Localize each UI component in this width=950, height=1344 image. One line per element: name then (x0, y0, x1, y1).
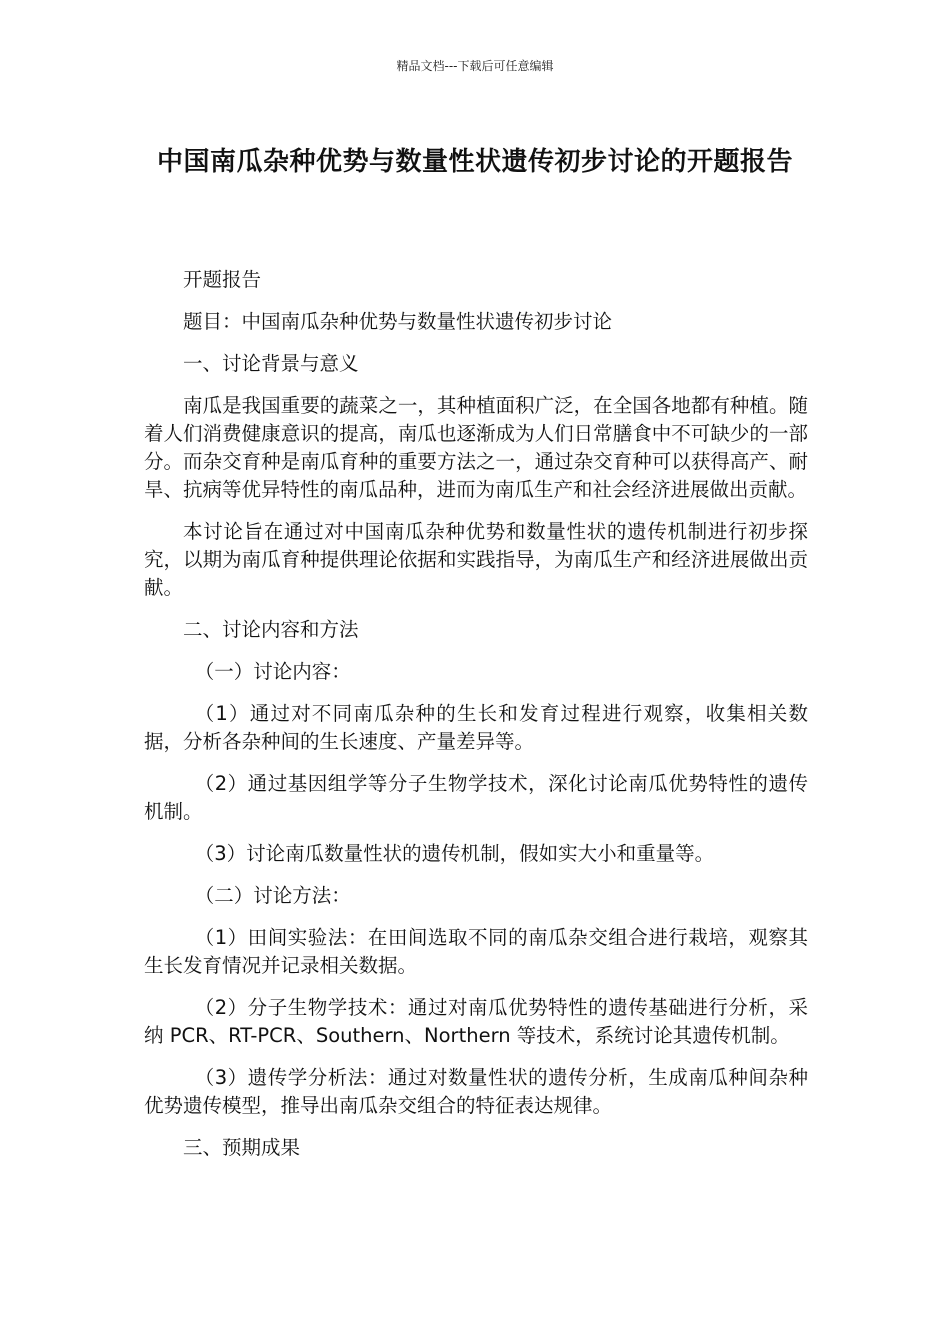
list-item-content-3: （3）讨论南瓜数量性状的遗传机制，假如实大小和重量等。 (194, 842, 715, 865)
page-header: 精品文档---下载后可任意编辑 (396, 59, 554, 73)
list-item-method-1: （1）田间实验法：在田间选取不同的南瓜杂交组合进行栽培，观察其生长发育情况并记录相关数据。 (144, 926, 808, 977)
paragraph-topic: 题目：中国南瓜杂种优势与数量性状遗传初步讨论 (183, 310, 613, 333)
subheading-methods: （二）讨论方法： (194, 884, 351, 907)
section-heading-content-methods: 二、讨论内容和方法 (183, 618, 359, 641)
subheading-content: （一）讨论内容： (194, 660, 351, 683)
list-item-content-2: （2）通过基因组学等分子生物学技术，深化讨论南瓜优势特性的遗传机制。 (144, 772, 808, 823)
paragraph-purpose: 本讨论旨在通过对中国南瓜杂种优势和数量性状的遗传机制进行初步探究，以期为南瓜育种提供理论依据和实践指导，为南瓜生产和经济进展做出贡献。 (144, 520, 808, 599)
list-item-method-3: （3）遗传学分析法：通过对数量性状的遗传分析，生成南瓜种间杂种优势遗传模型，推导出南瓜杂交组合的特征表达规律。 (144, 1066, 808, 1117)
document-title: 中国南瓜杂种优势与数量性状遗传初步讨论的开题报告 (156, 147, 793, 177)
paragraph-report-label: 开题报告 (183, 268, 262, 291)
document-body (144, 266, 808, 1176)
section-heading-expected-results: 三、预期成果 (183, 1136, 301, 1159)
list-item-method-2: （2）分子生物学技术：通过对南瓜优势特性的遗传基础进行分析，采纳 PCR、RT-PCR、Southern、Northern 等技术，系统讨论其遗传机制。 (144, 996, 808, 1047)
paragraph-background: 南瓜是我国重要的蔬菜之一，其种植面积广泛，在全国各地都有种植。随着人们消费健康意识的提高，南瓜也逐渐成为人们日常膳食中不可缺少的一部分。而杂交育种是南瓜育种的重要方法之一，通过杂交育种可以获得高产、耐旱、抗病等优异特性的南瓜品种，进而为南瓜生产和社会经济进展做出贡献。 (144, 394, 808, 501)
section-heading-background: 一、讨论背景与意义 (183, 352, 359, 375)
list-item-content-1: （1）通过对不同南瓜杂种的生长和发育过程进行观察，收集相关数据，分析各杂种间的生长速度、产量差异等。 (144, 702, 808, 753)
